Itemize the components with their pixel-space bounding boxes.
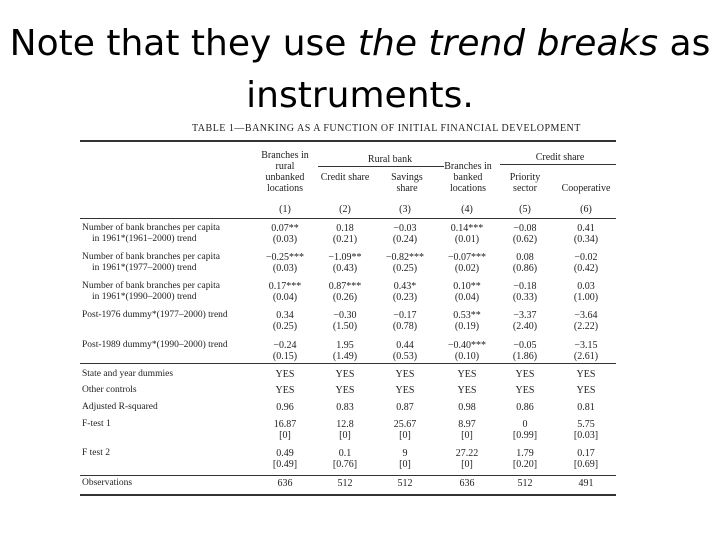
table-cell (254, 340, 316, 362)
table-cell (494, 340, 556, 362)
table-cell (555, 419, 617, 441)
coefficient: 491 (578, 478, 594, 489)
standard-error: (0.23) (392, 292, 418, 303)
row-label (82, 385, 137, 396)
coefficient: −3.64 (574, 310, 598, 321)
table-cell (555, 223, 617, 245)
coefficient: −0.17 (393, 310, 417, 321)
standard-error: (0.03) (272, 263, 298, 274)
row-label-line: Other controls (82, 385, 137, 395)
coefficient: 0.17*** (268, 281, 302, 292)
standard-error: (0.15) (272, 351, 298, 362)
table-cell (436, 281, 498, 303)
col-number-6: (6) (580, 204, 592, 215)
row-label-line: Number of bank branches per capita (82, 252, 220, 262)
standard-error: (2.61) (573, 351, 599, 362)
table-cell (314, 340, 376, 362)
standard-error: (0.03) (272, 234, 298, 245)
table-cell (314, 402, 376, 413)
table-cell (555, 310, 617, 332)
coefficient: 0.87*** (328, 281, 362, 292)
coefficient: 636 (277, 478, 293, 489)
standard-error: (0.86) (512, 263, 538, 274)
row-label (82, 340, 228, 351)
col-header-3: Savings share (391, 172, 423, 194)
standard-error: (0.78) (392, 321, 418, 332)
coefficient: 0.34 (276, 310, 294, 321)
coefficient: 512 (337, 478, 353, 489)
col-header-4: Branches in banked locations (444, 161, 492, 194)
table-cell (494, 281, 556, 303)
coefficient: 0.14*** (450, 223, 484, 234)
row-label-line: F test 2 (82, 448, 110, 458)
coefficient: 512 (517, 478, 533, 489)
table-cell (436, 310, 498, 332)
coefficient: YES (457, 385, 477, 396)
table-cell (494, 419, 556, 441)
row-label (82, 252, 220, 274)
coefficient: −0.25*** (265, 252, 305, 263)
table-cell (555, 281, 617, 303)
table-cell (555, 369, 617, 380)
coefficient: YES (275, 369, 295, 380)
table-cell (494, 448, 556, 470)
coefficient: −0.05 (513, 340, 537, 351)
table-cell (494, 478, 556, 489)
observations-rule (80, 475, 616, 476)
standard-error: [0] (461, 459, 473, 470)
standard-error: [0.03] (573, 430, 599, 441)
standard-error: [0.69] (573, 459, 599, 470)
table-cell (314, 419, 376, 441)
coefficient: 512 (397, 478, 413, 489)
coefficient: 27.22 (455, 448, 479, 459)
table-cell (374, 478, 436, 489)
standard-error: [0.99] (512, 430, 538, 441)
coefficient: −3.37 (513, 310, 537, 321)
coefficient: 0.17 (577, 448, 595, 459)
table-cell (254, 252, 316, 274)
table-bottom-rule (80, 494, 616, 496)
row-label-line: Post-1989 dummy*(1990–2000) trend (82, 340, 228, 350)
row-label (82, 419, 111, 430)
standard-error: [0] (339, 430, 351, 441)
table-cell (254, 385, 316, 396)
row-label (82, 448, 110, 459)
coefficient: 9 (402, 448, 408, 459)
standard-error: [0] (399, 459, 411, 470)
standard-error: (0.04) (272, 292, 298, 303)
col-number-2: (2) (339, 204, 351, 215)
row-label-line: Adjusted R-squared (82, 402, 158, 412)
group-rule-credit-share (500, 164, 616, 165)
col-header-5: Priority sector (509, 172, 541, 194)
table-cell (254, 419, 316, 441)
coefficient: 636 (459, 478, 475, 489)
row-label (82, 310, 228, 321)
table-cell (374, 385, 436, 396)
table-cell (254, 369, 316, 380)
coefficient: 0.07** (271, 223, 299, 234)
coefficient: −1.09** (328, 252, 362, 263)
coefficient: −0.24 (273, 340, 297, 351)
table-cell (314, 281, 376, 303)
coefficient: 0.43* (393, 281, 417, 292)
table-cell (254, 402, 316, 413)
table-cell (374, 340, 436, 362)
coefficient: 0 (522, 419, 528, 430)
coefficient: 0.96 (276, 402, 294, 413)
group-header-rural-bank: Rural bank (367, 154, 413, 165)
standard-error: (0.62) (512, 234, 538, 245)
table-cell (555, 402, 617, 413)
table-cell (436, 448, 498, 470)
coefficient: 0.87 (396, 402, 414, 413)
standard-error: [0] (279, 430, 291, 441)
standard-error: (0.33) (512, 292, 538, 303)
title-text-post: as (658, 23, 711, 64)
header-bottom-rule (80, 218, 616, 219)
standard-error: (0.25) (272, 321, 298, 332)
table-cell (314, 448, 376, 470)
row-label (82, 281, 220, 303)
standard-error: (0.26) (332, 292, 358, 303)
coefficient: −0.30 (333, 310, 357, 321)
coefficient: YES (515, 369, 535, 380)
coefficient: −0.08 (513, 223, 537, 234)
col-header-6: Cooperative (561, 183, 611, 194)
table-caption: TABLE 1—BANKING AS A FUNCTION OF INITIAL FINANCIAL DEVELOPMENT (192, 123, 581, 134)
table-cell (374, 310, 436, 332)
table-cell (436, 223, 498, 245)
standard-error: [0.49] (272, 459, 298, 470)
coefficient: 0.1 (338, 448, 352, 459)
row-label (82, 402, 158, 413)
coefficient: −0.07*** (447, 252, 487, 263)
table-cell (555, 448, 617, 470)
coefficient: 12.8 (336, 419, 354, 430)
standard-error: [0.20] (512, 459, 538, 470)
table-cell (374, 402, 436, 413)
table-cell (555, 252, 617, 274)
slide-title (0, 18, 720, 122)
slide-title-line1 (0, 18, 720, 70)
row-label-line: in 1961*(1990–2000) trend (92, 292, 197, 302)
standard-error: (0.53) (392, 351, 418, 362)
standard-error: (0.19) (454, 321, 480, 332)
table-cell (436, 419, 498, 441)
standard-error: [0] (461, 430, 473, 441)
coefficient: 0.98 (458, 402, 476, 413)
coefficient: YES (515, 385, 535, 396)
coefficient: YES (395, 369, 415, 380)
table-cell (314, 385, 376, 396)
table-cell (314, 310, 376, 332)
table-cell (436, 385, 498, 396)
standard-error: (0.25) (392, 263, 418, 274)
standard-error: (0.43) (332, 263, 358, 274)
table-cell (374, 419, 436, 441)
coefficient: 0.03 (577, 281, 595, 292)
coefficient: 1.79 (516, 448, 534, 459)
coefficient: −0.82*** (385, 252, 425, 263)
row-label-line: in 1961*(1961–2000) trend (92, 234, 197, 244)
standard-error: (0.34) (573, 234, 599, 245)
coefficient: −0.40*** (447, 340, 487, 351)
coefficient: 5.75 (577, 419, 595, 430)
standard-error: (0.42) (573, 263, 599, 274)
coefficient: 0.18 (336, 223, 354, 234)
table-cell (436, 252, 498, 274)
col-header-1: Branches in rural unbanked locations (261, 150, 309, 194)
table-cell (494, 369, 556, 380)
coefficient: YES (576, 385, 596, 396)
row-label-line: State and year dummies (82, 369, 174, 379)
table-cell (555, 478, 617, 489)
table-cell (436, 402, 498, 413)
table-top-rule (80, 140, 616, 142)
table-cell (254, 281, 316, 303)
coefficient: 25.67 (393, 419, 417, 430)
group-rule-rural-bank (318, 166, 444, 167)
table-cell (314, 252, 376, 274)
col-number-5: (5) (519, 204, 531, 215)
row-label (82, 369, 173, 380)
standard-error: (0.01) (454, 234, 480, 245)
standard-error: (1.86) (512, 351, 538, 362)
coefficient: 0.86 (516, 402, 534, 413)
col-header-2: Credit share (320, 172, 370, 183)
standard-error: (1.50) (332, 321, 358, 332)
coefficient: YES (576, 369, 596, 380)
table-cell (494, 223, 556, 245)
coef-section-rule (80, 363, 616, 364)
coefficient: −0.02 (574, 252, 598, 263)
coefficient: 16.87 (273, 419, 297, 430)
col-number-3: (3) (399, 204, 411, 215)
coefficient: −3.15 (574, 340, 598, 351)
coefficient: 1.95 (336, 340, 354, 351)
coefficient: YES (395, 385, 415, 396)
row-label-line: Post-1976 dummy*(1977–2000) trend (82, 310, 228, 320)
standard-error: (2.40) (512, 321, 538, 332)
table-cell (254, 310, 316, 332)
table-cell (374, 448, 436, 470)
table-cell (494, 402, 556, 413)
coefficient: 0.49 (276, 448, 294, 459)
table-cell (436, 340, 498, 362)
col-number-4: (4) (461, 204, 473, 215)
standard-error: [0.76] (332, 459, 358, 470)
standard-error: (0.24) (392, 234, 418, 245)
standard-error: (0.02) (454, 263, 480, 274)
title-text-pre: Note that they use (9, 23, 358, 64)
table-cell (555, 385, 617, 396)
title-text-emphasis: the trend breaks (357, 23, 659, 64)
table-cell (494, 310, 556, 332)
table-cell (314, 478, 376, 489)
coefficient: YES (457, 369, 477, 380)
table-cell (374, 252, 436, 274)
table-cell (494, 252, 556, 274)
group-header-credit-share: Credit share (535, 152, 585, 163)
coefficient: 0.10** (453, 281, 481, 292)
table-cell (494, 385, 556, 396)
table-cell (254, 478, 316, 489)
coefficient: −0.18 (513, 281, 537, 292)
table-cell (374, 281, 436, 303)
coefficient: 0.44 (396, 340, 414, 351)
coefficient: YES (335, 385, 355, 396)
standard-error: (1.00) (573, 292, 599, 303)
table-cell (374, 369, 436, 380)
row-label-line: Observations (82, 478, 133, 488)
standard-error: (0.21) (332, 234, 358, 245)
standard-error: (1.49) (332, 351, 358, 362)
coefficient: YES (275, 385, 295, 396)
row-label-line: Number of bank branches per capita (82, 223, 220, 233)
coefficient: YES (335, 369, 355, 380)
coefficient: 8.97 (458, 419, 476, 430)
standard-error: (0.10) (454, 351, 480, 362)
row-label (82, 478, 132, 489)
table-cell (314, 369, 376, 380)
standard-error: (2.22) (573, 321, 599, 332)
coefficient: 0.53** (453, 310, 481, 321)
table-cell (436, 478, 498, 489)
row-label (82, 223, 220, 245)
table-cell (314, 223, 376, 245)
table-cell (374, 223, 436, 245)
standard-error: [0] (399, 430, 411, 441)
row-label-line: F-test 1 (82, 419, 111, 429)
table-cell (555, 340, 617, 362)
coefficient: 0.83 (336, 402, 354, 413)
row-label-line: in 1961*(1977–2000) trend (92, 263, 197, 273)
coefficient: −0.03 (393, 223, 417, 234)
slide-title-line2: instruments. (246, 75, 474, 116)
table-cell (254, 448, 316, 470)
table-cell (254, 223, 316, 245)
standard-error: (0.04) (454, 292, 480, 303)
coefficient: 0.81 (577, 402, 595, 413)
coefficient: 0.08 (516, 252, 534, 263)
table-cell (436, 369, 498, 380)
col-number-1: (1) (279, 204, 291, 215)
row-label-line: Number of bank branches per capita (82, 281, 220, 291)
coefficient: 0.41 (577, 223, 595, 234)
